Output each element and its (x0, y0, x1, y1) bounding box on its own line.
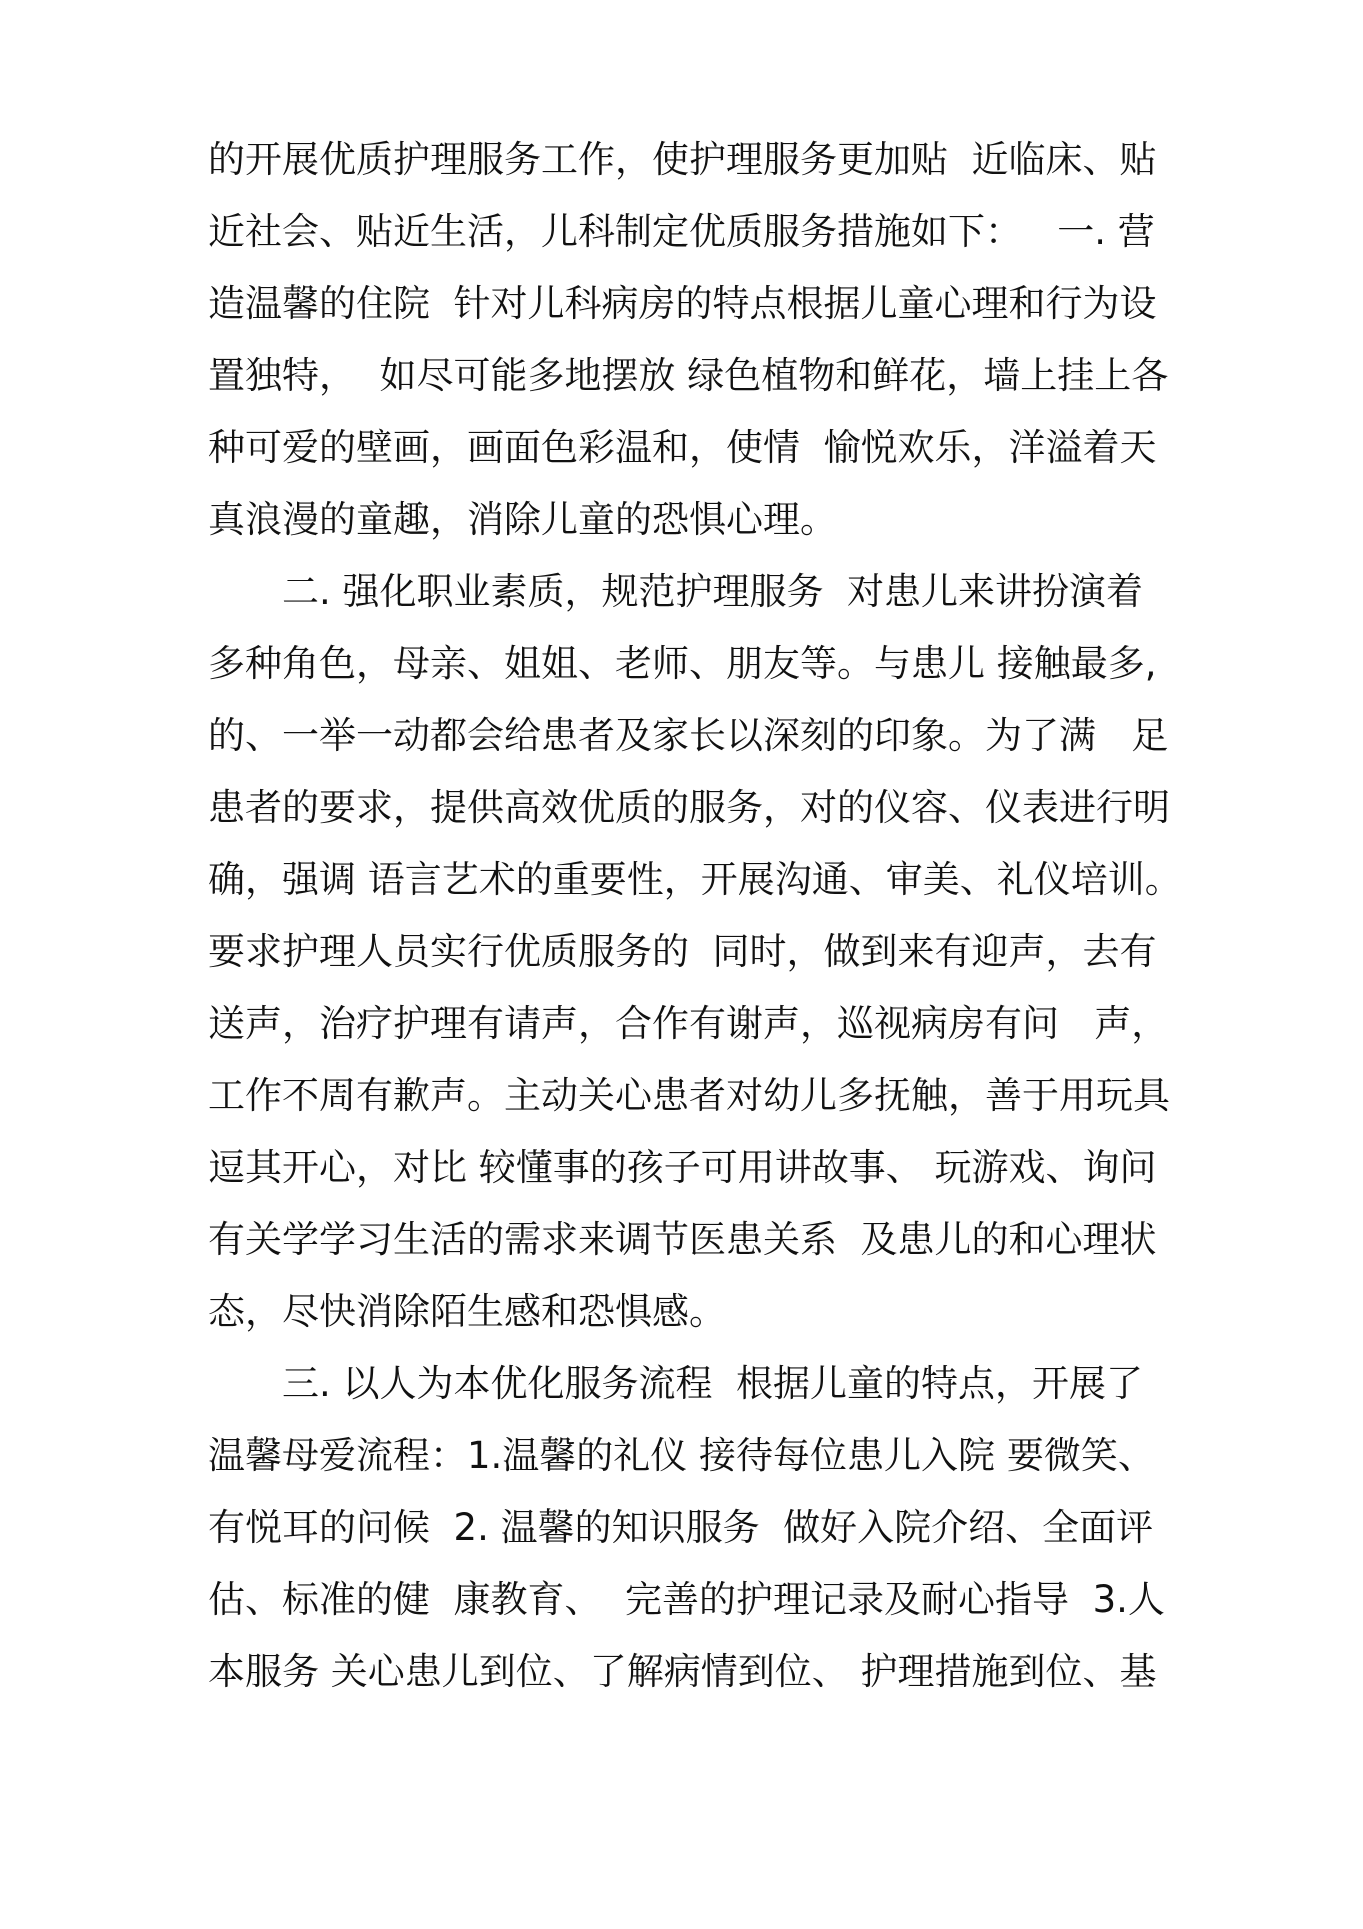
text-line: 真浪漫的童趣，消除儿童的恐惧心理。 (208, 498, 837, 541)
text-line: 的开展优质护理服务工作，使护理服务更加贴 近临床、贴 (208, 138, 1157, 181)
text-line: 近社会、贴近生活，儿科制定优质服务措施如下： 一. 营 (208, 210, 1155, 253)
paragraph-3 (208, 1348, 1168, 1708)
text-line: 工作不周有歉声。主动关心患者对幼儿多抚触，善于用玩具 (208, 1074, 1170, 1117)
text-line: 置独特， 如尽可能多地摆放 绿色植物和鲜花，墙上挂上各 (208, 354, 1169, 397)
text-line: 本服务 关心患儿到位、了解病情到位、 护理措施到位、基 (208, 1650, 1157, 1693)
text-line: 温馨母爱流程：1.温馨的礼仪 接待每位患儿入院 要微笑、 (208, 1434, 1155, 1477)
text-line: 的、一举一动都会给患者及家长以深刻的印象。为了满 足 (208, 714, 1169, 757)
text-line: 态，尽快消除陌生感和恐惧感。 (208, 1290, 726, 1333)
text-line: 估、标准的健 康教育、 完善的护理记录及耐心指导 3.人 (208, 1578, 1165, 1621)
text-line: 多种角色，母亲、姐姐、老师、朋友等。与患儿 接触最多, (208, 642, 1157, 685)
text-line: 确，强调 语言艺术的重要性，开展沟通、审美、礼仪培训。 (208, 858, 1182, 901)
text-line: 送声，治疗护理有请声，合作有谢声，巡视病房有问 声， (208, 1002, 1169, 1045)
paragraph-1 (208, 124, 1168, 556)
text-line: 三. 以人为本优化服务流程 根据儿童的特点，开展了 (282, 1362, 1144, 1405)
text-line: 有关学学习生活的需求来调节医患关系 及患儿的和心理状 (208, 1218, 1157, 1261)
body-text (208, 124, 1182, 1708)
text-line: 逗其开心，对比 较懂事的孩子可用讲故事、 玩游戏、询问 (208, 1146, 1157, 1189)
text-line: 种可爱的壁画，画面色彩温和，使情 愉悦欢乐，洋溢着天 (208, 426, 1157, 469)
text-line: 造温馨的住院 针对儿科病房的特点根据儿童心理和行为设 (208, 282, 1157, 325)
text-line: 有悦耳的问候 2. 温馨的知识服务 做好入院介绍、全面评 (208, 1506, 1154, 1549)
text-line: 要求护理人员实行优质服务的 同时，做到来有迎声，去有 (208, 930, 1157, 973)
text-line: 二. 强化职业素质，规范护理服务 对患儿来讲扮演着 (282, 570, 1144, 613)
text-line: 患者的要求，提供高效优质的服务，对的仪容、仪表进行明 (208, 786, 1170, 829)
paragraph-2 (208, 556, 1182, 1348)
